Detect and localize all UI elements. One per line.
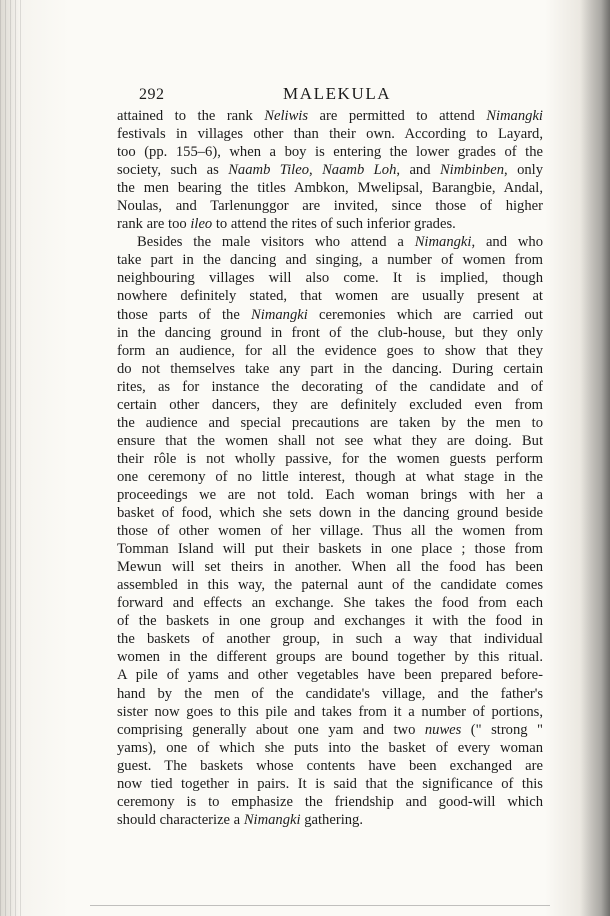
text-line: now tied together in pairs. It is said that the significance of this xyxy=(117,775,543,792)
text-line: assembled in this way, the paternal aunt of the candidate comes xyxy=(117,577,543,594)
binding-gutter xyxy=(0,0,24,916)
text-line: rites, as for instance the decorating of the candidate and of xyxy=(117,378,543,395)
text-line: take part in the dancing and singing, a number of women from xyxy=(117,252,543,269)
text-line: those parts of the Nimangki ceremonies which are carried out xyxy=(117,306,543,323)
text-line: comprising generally about one yam and two nuwes (" strong " xyxy=(117,721,543,738)
text-line: too (pp. 155–6), when a boy is entering the lower grades of the xyxy=(117,144,543,161)
text-line: A pile of yams and other vegetables have been prepared before- xyxy=(117,667,543,684)
text-line: basket of food, which she sets down in the dancing ground beside xyxy=(117,505,543,522)
text-line: ceremony is to emphasize the friendship and good-will which xyxy=(117,793,543,810)
text-line: attained to the rank Neliwis are permitted to attend Nimangki xyxy=(117,108,543,124)
running-head: MALEKULA xyxy=(283,84,392,103)
scan-edge-rule xyxy=(90,905,550,906)
body-text xyxy=(117,107,543,829)
text-line: nowhere definitely stated, that women are usually present at xyxy=(117,288,543,305)
text-line: in the dancing ground in front of the club-house, but they only xyxy=(117,324,543,341)
text-line: Besides the male visitors who attend a Nimangki, and who xyxy=(137,234,543,251)
text-line: do not themselves take any part in the dancing. During certain xyxy=(117,360,543,377)
paragraph-1 xyxy=(117,107,543,233)
text-line: their rôle is not wholly passive, for the women guests perform xyxy=(117,450,543,467)
text-line: should characterize a Nimangki gathering. xyxy=(117,811,363,828)
text-line: forward and effects an exchange. She takes the food from each xyxy=(117,595,543,612)
text-line: guest. The baskets whose contents have been exchanged are xyxy=(117,757,543,774)
paragraph-2 xyxy=(117,233,543,829)
page-number: 292 xyxy=(139,86,165,103)
text-line: of the baskets in one group and exchanges it with the food in xyxy=(117,613,543,630)
text-line: rank are too ileo to attend the rites of such inferior grades. xyxy=(117,216,456,233)
text-line: sister now goes to this pile and takes from it a number of portions, xyxy=(117,703,543,720)
text-line: women in the different groups are bound together by this ritual. xyxy=(117,649,543,666)
text-line: proceedings we are not told. Each woman brings with her a xyxy=(117,486,543,503)
text-line: the audience and special precautions are taken by the men to xyxy=(117,414,543,431)
text-line: one ceremony of no little interest, though at what stage in the xyxy=(117,468,543,485)
text-line: society, such as Naamb Tileo, Naamb Loh, and Nimbinben, only xyxy=(117,162,544,179)
text-line: certain other dancers, they are definitely excluded even from xyxy=(117,396,543,413)
text-line: form an audience, for all the evidence goes to show that they xyxy=(117,342,543,359)
text-line: the baskets of another group, in such a way that individual xyxy=(117,631,543,648)
text-line: the men bearing the titles Ambkon, Mwelipsal, Barangbie, Andal, xyxy=(117,180,543,197)
text-line: Mewun will set theirs in another. When all the food has been xyxy=(117,559,543,576)
text-line: yams), one of which she puts into the basket of every woman xyxy=(117,739,543,756)
text-line: festivals in villages other than their own. According to Layard, xyxy=(117,126,543,143)
text-line: Tomman Island will put their baskets in one place ; those from xyxy=(117,541,543,558)
text-line: ensure that the women shall not see what they are doing. But xyxy=(117,432,543,449)
text-line: those of other women of her village. Thus all the women from xyxy=(117,523,543,540)
page-edge-shadow xyxy=(580,0,610,916)
text-line: Noulas, and Tarlenunggor are invited, since those of higher xyxy=(117,198,543,215)
text-line: neighbouring villages will also come. It is implied, though xyxy=(117,270,543,287)
text-line: hand by the men of the candidate's village, and the father's xyxy=(117,685,543,702)
